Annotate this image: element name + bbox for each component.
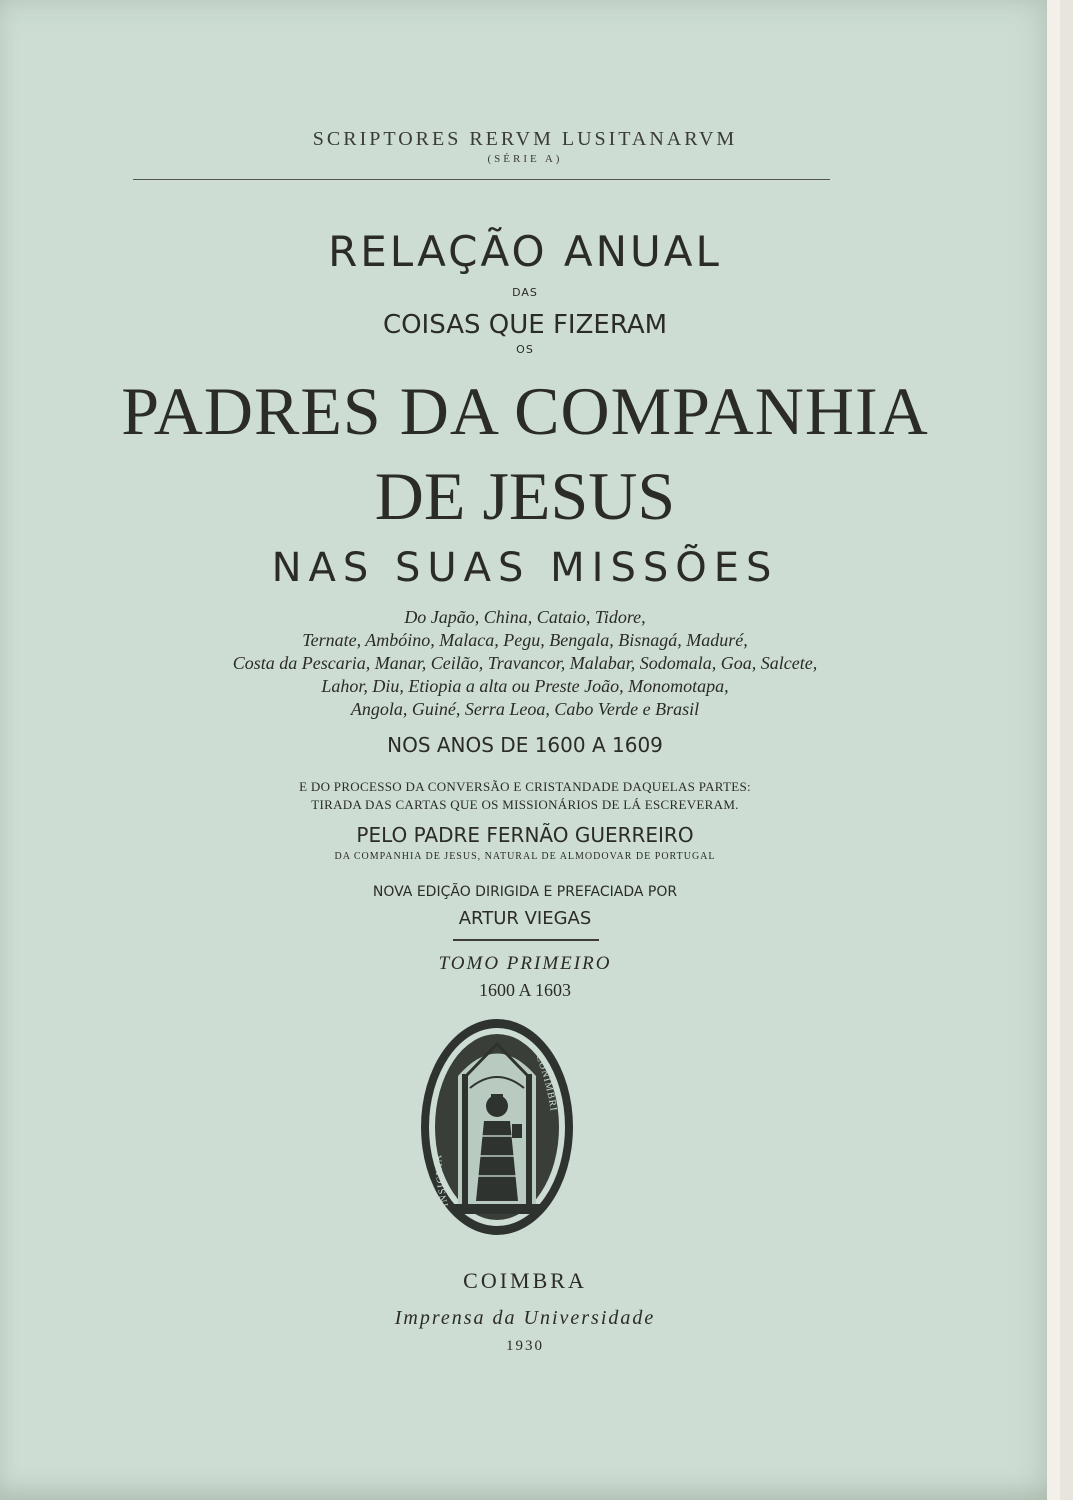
places-line: Costa da Pescaria, Manar, Ceilão, Travancor, Malabar, Sodomala, Goa, Salcete, [232, 653, 818, 673]
process-line: E DO PROCESSO DA CONVERSÃO E CRISTANDADE DAQUELAS PARTES: [299, 779, 751, 794]
title-line-3: PADRES DA COMPANHIA [121, 373, 929, 449]
title-line-5: NAS SUAS MISSÕES [271, 545, 779, 591]
seal-inscription-right: CONIMBRI [533, 1053, 559, 1113]
places-line: Lahor, Diu, Etiopia a alta ou Preste João, Monomotapa, [321, 676, 729, 696]
places-line: Angola, Guiné, Serra Leoa, Cabo Verde e Brasil [350, 699, 700, 719]
title-line-2: COISAS QUE FIZERAM [382, 310, 668, 340]
page-edge [1047, 0, 1060, 1500]
title-line-4: DE JESUS [374, 458, 676, 534]
university-seal-icon [418, 1016, 576, 1238]
seal-inscription-left: INSIGNIA [433, 1153, 451, 1208]
title-line-1: RELAÇÃO ANUAL [328, 227, 722, 276]
years-range: NOS ANOS DE 1600 A 1609 [387, 733, 663, 757]
imprint-year: 1930 [506, 1338, 544, 1354]
editor-name: ARTUR VIEGAS [458, 908, 592, 929]
series-subtitle: (SÉRIE A) [487, 153, 563, 165]
places-line: Do Japão, China, Cataio, Tidore, [404, 607, 646, 627]
editor-divider [453, 939, 599, 941]
series-title: SCRIPTORES RERVM LUSITANARVM [312, 128, 738, 150]
process-text [110, 778, 940, 814]
title-das: DAS [512, 286, 538, 299]
places-list [110, 606, 940, 721]
author-line: PELO PADRE FERNÃO GUERREIRO [356, 823, 694, 847]
title-os: OS [516, 343, 534, 356]
author-detail: DA COMPANHIA DE JESUS, NATURAL DE ALMODOVAR DE PORTUGAL [334, 851, 716, 862]
top-divider [133, 179, 830, 180]
volume-title: TOMO PRIMEIRO [438, 953, 612, 974]
process-line: TIRADA DAS CARTAS QUE OS MISSIONÁRIOS DE LÁ ESCREVERAM. [311, 797, 739, 812]
imprint-city: COIMBRA [463, 1268, 587, 1293]
imprint-press: Imprensa da Universidade [394, 1307, 656, 1329]
places-line: Ternate, Ambóino, Malaca, Pegu, Bengala, Bisnagá, Maduré, [302, 630, 748, 650]
edition-line: NOVA EDIÇÃO DIRIGIDA E PREFACIADA POR [372, 884, 678, 900]
volume-years: 1600 A 1603 [478, 980, 571, 1000]
